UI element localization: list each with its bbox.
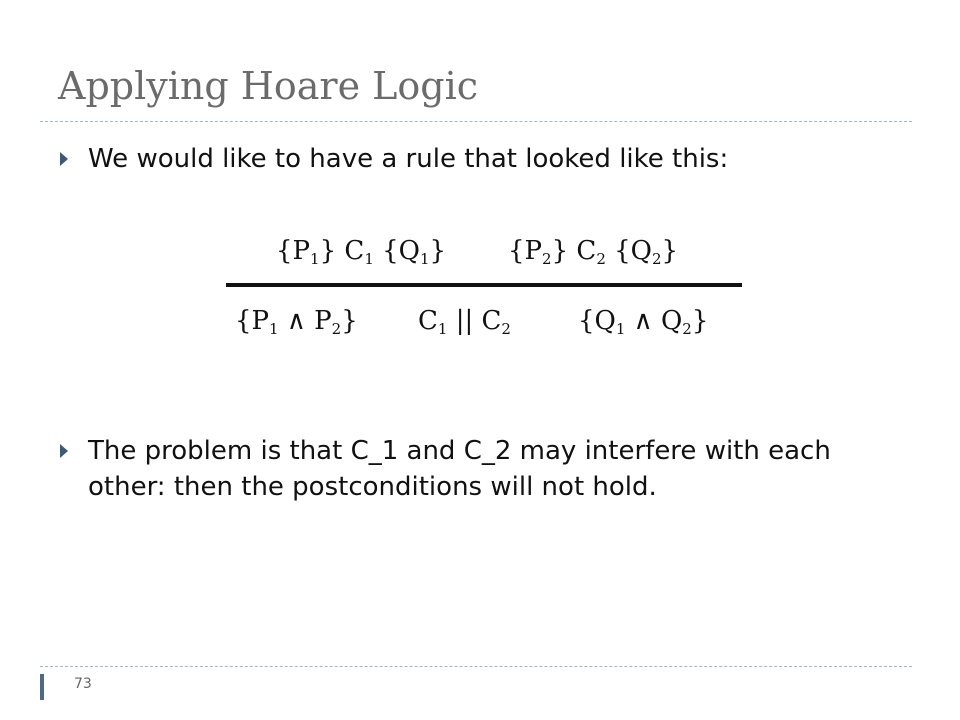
conclusion-precondition: {$P_1$ ∧ $P_2$} <box>235 306 358 338</box>
conclusion-command: $C_1$ || $C_2$ <box>418 306 511 338</box>
page-number: 73 <box>74 676 92 692</box>
bullet-arrow-icon <box>60 152 68 166</box>
bullet-arrow-icon <box>60 444 68 458</box>
conclusion-postcondition: {$Q_1$ ∧ $Q_2$} <box>578 306 709 338</box>
footer-accent-bar <box>40 674 44 700</box>
footer-divider <box>40 666 912 667</box>
bullet-item <box>60 141 900 177</box>
title-divider <box>40 121 912 122</box>
inference-rule-bar <box>226 283 742 287</box>
bullet-text: The problem is that C_1 and C_2 may interfere with each other: then the postconditions will not hold. <box>88 436 831 502</box>
slide-title: Applying Hoare Logic <box>58 64 479 108</box>
premise-1: $\{P_1\}$ $C_1$ $\{Q_1\}$ <box>276 236 447 268</box>
bullet-item <box>60 433 900 505</box>
bullet-text: We would like to have a rule that looked like this: <box>88 144 729 174</box>
premise-2: $\{P_2\}$ $C_2$ $\{Q_2\}$ <box>508 236 679 268</box>
